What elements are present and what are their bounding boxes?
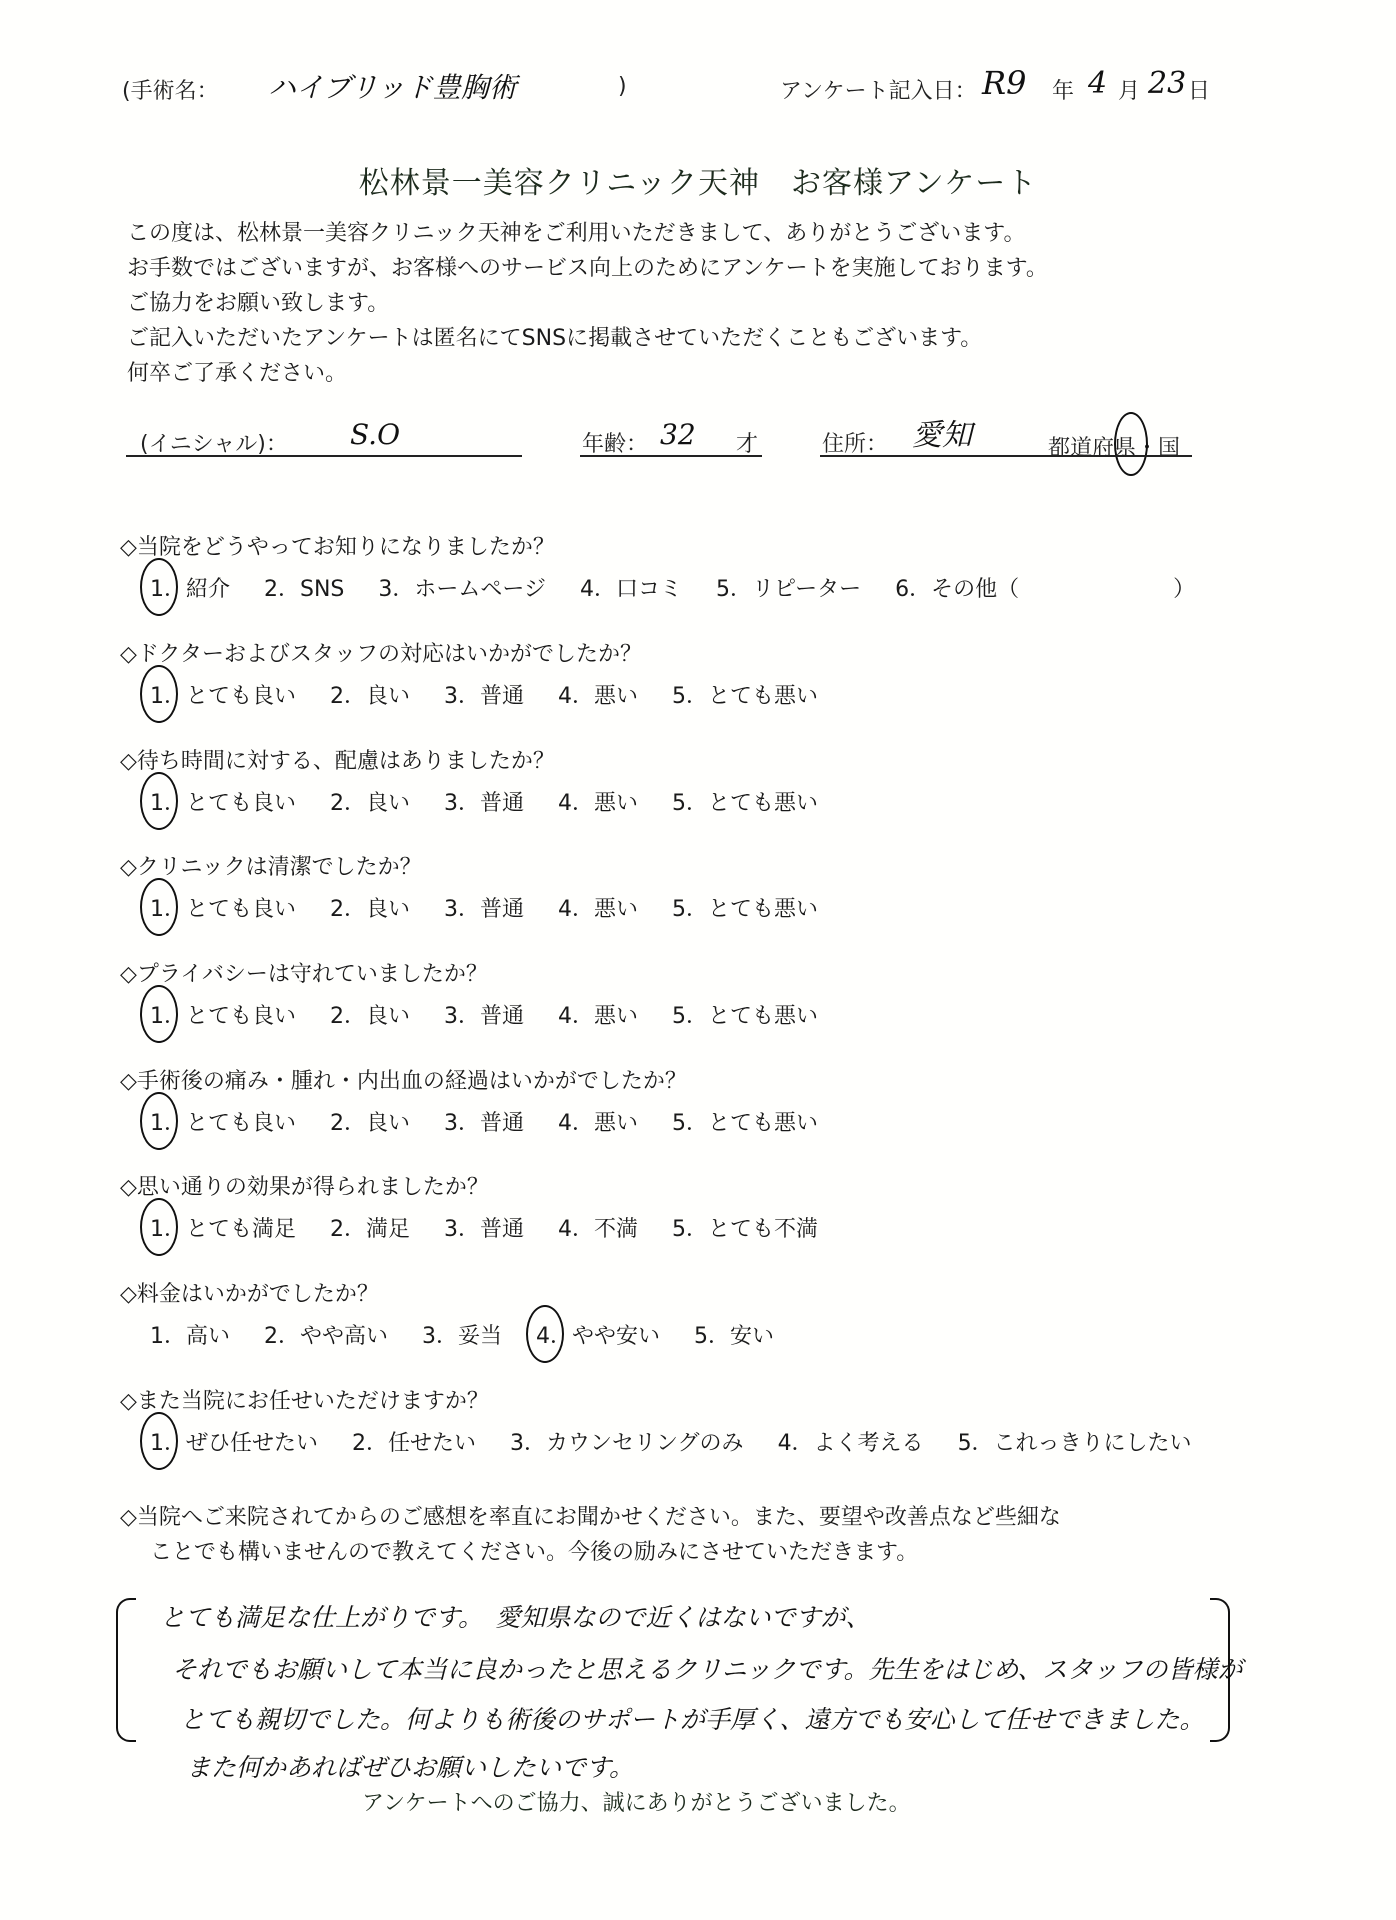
option[interactable]: 2．良い	[330, 897, 410, 922]
comment-bracket-left	[116, 1598, 136, 1742]
option[interactable]: 6．その他（ ）	[895, 577, 1196, 602]
option[interactable]: 4．悪い	[558, 897, 638, 922]
question-title: ◇プライバシーは守れていましたか？	[120, 962, 488, 987]
procedure-label: (手術名：	[122, 79, 219, 104]
option-selected[interactable]: 1．紹介	[150, 572, 230, 603]
initial-value: S.O	[350, 418, 401, 451]
question-options	[150, 1212, 818, 1243]
date-day: 23	[1148, 66, 1187, 101]
option[interactable]: 4．口コミ	[579, 577, 682, 602]
intro-line: ご記入いただいたアンケートは匿名にてSNSに掲載させていただくこともございます。	[127, 326, 983, 351]
option[interactable]: 4．悪い	[558, 1004, 638, 1029]
option-selected[interactable]: 1．とても満足	[150, 1212, 296, 1243]
day-suffix: 日	[1188, 79, 1211, 104]
address-underline	[820, 455, 1192, 457]
procedure-close: )	[618, 74, 627, 99]
question-options	[150, 1426, 1192, 1457]
prefecture-options: 都道府県・国	[1048, 436, 1181, 461]
question-title: ◇当院をどうやってお知りになりましたか？	[120, 535, 555, 560]
age-label: 年齢：	[582, 432, 649, 457]
comment-prompt: ことでも構いませんので教えてください。今後の励みにさせていただきます。	[150, 1540, 919, 1565]
month-suffix: 月	[1118, 79, 1141, 104]
option-selected[interactable]: 4．やや安い	[536, 1319, 660, 1350]
question-options	[150, 1319, 774, 1350]
intro-line: お手数ではございますが、お客様へのサービス向上のためにアンケートを実施しております。	[127, 256, 1048, 281]
option[interactable]: 5．とても悪い	[672, 1111, 818, 1136]
option-selected[interactable]: 1．とても良い	[150, 1106, 296, 1137]
initial-underline	[126, 455, 522, 457]
age-suffix: 才	[736, 432, 759, 457]
question-title: ◇待ち時間に対する、配慮はありましたか？	[120, 749, 555, 774]
page-title: 松林景一美容クリニック天神 お客様アンケート	[358, 166, 1038, 201]
comment-line: それでもお願いして本当に良かったと思えるクリニックです。先生をはじめ、スタッフの皆様が	[172, 1655, 1243, 1684]
option-selected[interactable]: 1．とても良い	[150, 786, 296, 817]
option[interactable]: 3．普通	[444, 897, 524, 922]
option[interactable]: 4．よく考える	[777, 1431, 924, 1456]
option[interactable]: 3．普通	[444, 684, 524, 709]
option[interactable]: 5．とても不満	[672, 1217, 818, 1242]
question-options	[150, 786, 818, 817]
question-options	[150, 999, 818, 1030]
question-title: ◇また当院にお任せいただけますか？	[120, 1389, 489, 1414]
option[interactable]: 2．任せたい	[352, 1431, 476, 1456]
question-options	[150, 892, 818, 923]
comment-prompt: ◇当院へご来院されてからのご感想を率直にお聞かせください。また、要望や改善点など些細な	[120, 1505, 1061, 1530]
question-title: ◇手術後の痛み・腫れ・内出血の経過はいかがでしたか？	[120, 1069, 687, 1094]
question-options	[150, 1106, 818, 1137]
option[interactable]: 3．普通	[444, 1111, 524, 1136]
question-title: ◇思い通りの効果が得られましたか？	[120, 1175, 489, 1200]
date-month: 4	[1088, 66, 1108, 101]
option-selected[interactable]: 1．とても良い	[150, 999, 296, 1030]
intro-line: 何卒ご了承ください。	[127, 361, 348, 386]
option[interactable]: 4．悪い	[558, 791, 638, 816]
option[interactable]: 5．リピーター	[715, 577, 862, 602]
option-selected[interactable]: 1．ぜひ任せたい	[150, 1426, 318, 1457]
option[interactable]: 5．とても悪い	[672, 897, 818, 922]
address-value: 愛知	[912, 418, 972, 453]
question-title: ◇クリニックは清潔でしたか？	[120, 855, 422, 880]
year-suffix: 年	[1052, 79, 1075, 104]
option[interactable]: 5．安い	[694, 1324, 774, 1349]
option[interactable]: 4．不満	[558, 1217, 638, 1242]
option[interactable]: 4．悪い	[558, 1111, 638, 1136]
option[interactable]: 4．悪い	[558, 684, 638, 709]
option[interactable]: 2．良い	[330, 791, 410, 816]
comment-line: また何かあればぜひお願いしたいです。	[186, 1753, 635, 1782]
intro-line: ご協力をお願い致します。	[127, 291, 390, 316]
age-value: 32	[660, 418, 696, 451]
option[interactable]: 2．やや高い	[264, 1324, 388, 1349]
address-label: 住所：	[822, 432, 889, 457]
initial-label: (イニシャル)：	[140, 432, 288, 457]
age-underline	[580, 455, 762, 457]
option[interactable]: 3．普通	[444, 791, 524, 816]
option[interactable]: 5．これっきりにしたい	[957, 1431, 1192, 1456]
question-title: ◇ドクターおよびスタッフの対応はいかがでしたか？	[120, 642, 643, 667]
option-selected[interactable]: 1．とても良い	[150, 892, 296, 923]
date-era: R9	[982, 64, 1027, 102]
option[interactable]: 3．カウンセリングのみ	[510, 1431, 744, 1456]
option-selected[interactable]: 1．とても良い	[150, 679, 296, 710]
prefecture-selected-circle	[1114, 412, 1148, 476]
intro-line: この度は、松林景一美容クリニック天神をご利用いただきまして、ありがとうございます。	[127, 221, 1026, 246]
option[interactable]: 2．SNS	[264, 577, 345, 602]
option[interactable]: 1．高い	[150, 1324, 230, 1349]
option[interactable]: 5．とても悪い	[672, 791, 818, 816]
option[interactable]: 2．満足	[330, 1217, 410, 1242]
question-options	[150, 679, 818, 710]
option[interactable]: 3．普通	[444, 1004, 524, 1029]
question-options	[150, 572, 1195, 603]
option[interactable]: 3．妥当	[422, 1324, 502, 1349]
option[interactable]: 5．とても悪い	[672, 684, 818, 709]
procedure-value: ハイブリッド豊胸術	[268, 71, 517, 104]
comment-line: とても満足な仕上がりです。 愛知県なので近くはないですが、	[160, 1603, 871, 1632]
option[interactable]: 2．良い	[330, 684, 410, 709]
option[interactable]: 5．とても悪い	[672, 1004, 818, 1029]
thanks-message: アンケートへのご協力、誠にありがとうございました。	[362, 1791, 911, 1816]
option[interactable]: 3．普通	[444, 1217, 524, 1242]
comment-line: とても親切でした。何よりも術後のサポートが手厚く、遠方でも安心して任せできました。	[180, 1705, 1205, 1734]
question-title: ◇料金はいかがでしたか？	[120, 1282, 379, 1307]
date-label: アンケート記入日：	[780, 79, 977, 104]
option[interactable]: 2．良い	[330, 1004, 410, 1029]
option[interactable]: 3．ホームページ	[378, 577, 546, 602]
option[interactable]: 2．良い	[330, 1111, 410, 1136]
